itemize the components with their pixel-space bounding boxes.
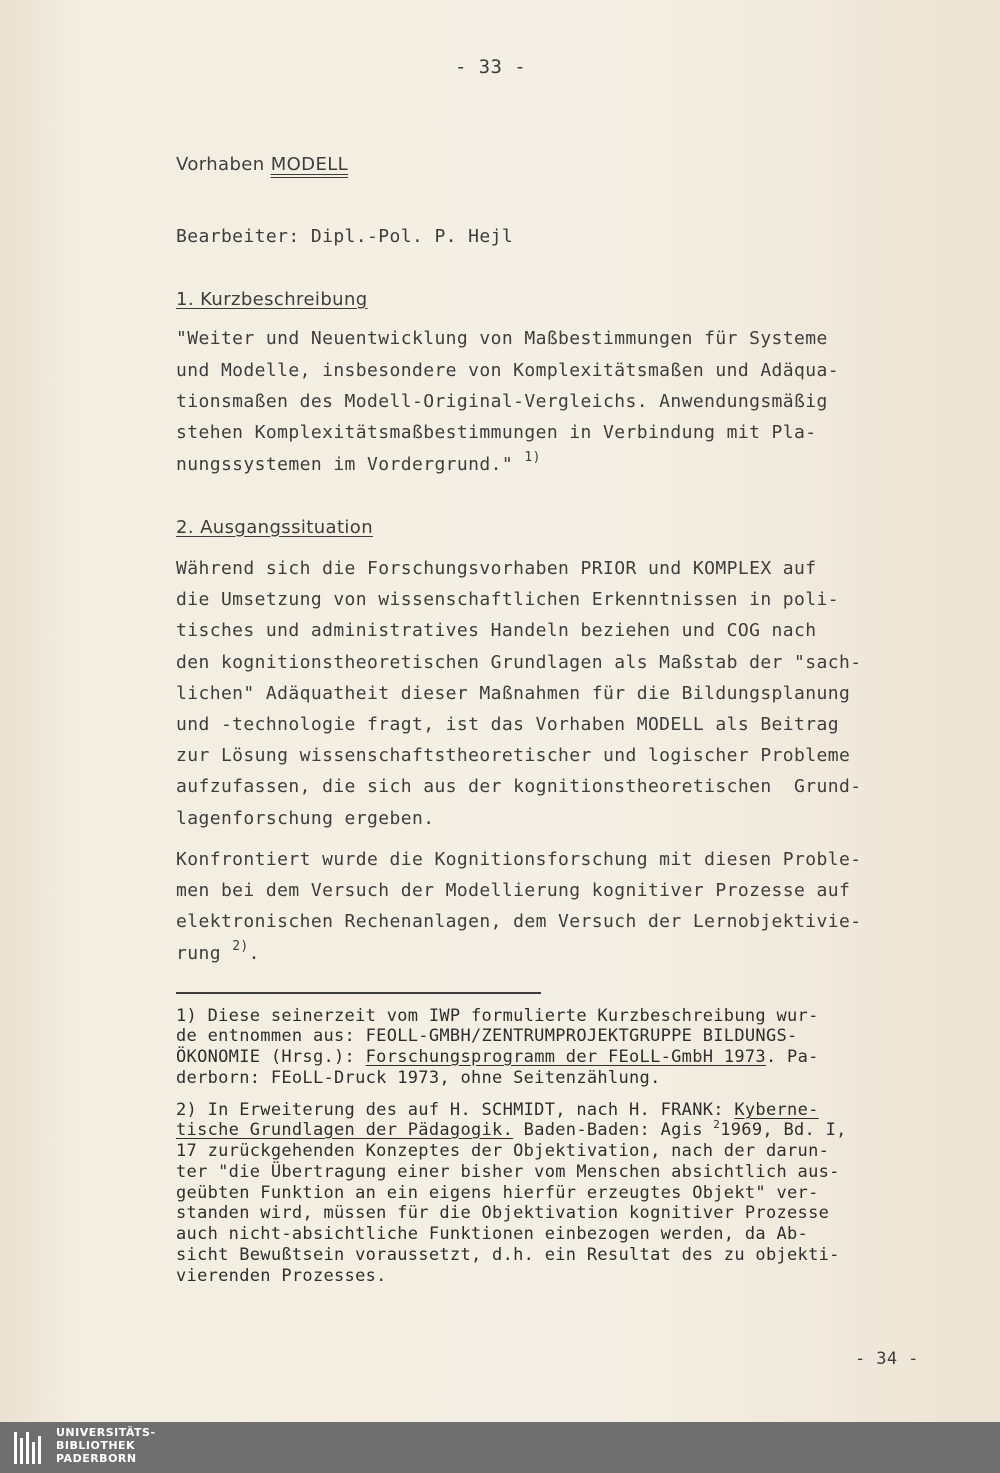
section1-line-5 — [176, 450, 541, 475]
footnote2-line-5: geübten Funktion an ein eigens hierfür erzeugtes Objekt" ver- — [176, 1183, 819, 1203]
section2-para1-line-7: zur Lösung wissenschaftstheoretischer und logischer Probleme — [176, 745, 851, 766]
library-footer-bar — [0, 1422, 1000, 1473]
library-logo-text — [56, 1426, 156, 1465]
section2-para1-line-2: die Umsetzung von wissenschaftlichen Erkenntnissen in poli- — [176, 589, 839, 610]
library-logo-line-2: BIBLIOTHEK — [56, 1439, 136, 1452]
author-line: Bearbeiter: Dipl.-Pol. P. Hejl — [176, 226, 514, 247]
footnote1-line-1: 1) Diese seinerzeit vom IWP formulierte Kurzbeschreibung wur- — [176, 1006, 819, 1026]
footnote1-line-3 — [176, 1047, 819, 1067]
section1-line-3: tionsmaßen des Modell-Original-Vergleichs. Anwendungsmäßig — [176, 391, 828, 412]
footnote2-line-2 — [176, 1120, 847, 1140]
library-logo-line-1: UNIVERSITÄTS- — [56, 1426, 156, 1439]
library-logo-line-3: PADERBORN — [56, 1452, 137, 1465]
page-title — [176, 154, 348, 175]
page-number-next: - 34 - — [855, 1349, 919, 1369]
section2-para1-line-5: lichen" Adäquatheit dieser Maßnahmen für die Bildungsplanung — [176, 683, 851, 704]
section2-para1-line-3: tisches und administratives Handeln beziehen und COG nach — [176, 620, 817, 641]
footnote2-line-9: vierenden Prozesses. — [176, 1266, 387, 1286]
footnote2-line-2-b: Baden-Baden: Agis — [513, 1120, 714, 1140]
section2-para2-line-4-text: rung — [176, 943, 233, 964]
section1-line-5-text: nungssystemen im Vordergrund." — [176, 454, 514, 475]
footnote1-line-3-a: ÖKONOMIE (Hrsg.): — [176, 1047, 366, 1067]
section1-line-2: und Modelle, insbesondere von Komplexitätsmaßen und Adäqua- — [176, 360, 839, 381]
footnote2-line-7: auch nicht-absichtliche Funktionen einbezogen werden, da Ab- — [176, 1224, 809, 1244]
section2-para2-line-3: elektronischen Rechenanlagen, dem Versuch der Lernobjektivie- — [176, 911, 862, 932]
section1-line-1: "Weiter und Neuentwicklung von Maßbestimmungen für Systeme — [176, 328, 828, 349]
footnote-ref-1: 1) — [524, 450, 541, 465]
footnote2-line-8: sicht Bewußtsein voraussetzt, d.h. ein Resultat des zu objekti- — [176, 1245, 840, 1265]
footnote2-line-2-c: 1969, Bd. I, — [720, 1120, 847, 1140]
footnote2-title-part2: tische Grundlagen der Pädagogik. — [176, 1120, 514, 1140]
footnote-ref-2: 2) — [232, 939, 249, 954]
section2-para2-line-4 — [176, 939, 260, 964]
footnote1-line-4: derborn: FEoLL-Druck 1973, ohne Seitenzählung. — [176, 1068, 661, 1088]
footnote1-source-title: Forschungsprogramm der FEoLL-GmbH 1973 — [365, 1047, 766, 1067]
library-logo-icon — [10, 1428, 50, 1468]
footnote2-line-6: standen wird, müssen für die Objektivation kognitiver Prozesse — [176, 1203, 830, 1223]
footnote-separator — [176, 992, 541, 994]
section2-para1-line-8: aufzufassen, die sich aus der kognitionstheoretischen Grund- — [176, 776, 862, 797]
section2-para2-end: . — [248, 943, 260, 964]
footnote2-title-part1: Kyberne- — [734, 1100, 819, 1120]
footnote1-line-3-c: . Pa- — [765, 1047, 819, 1067]
section2-para1-line-1: Während sich die Forschungsvorhaben PRIOR und KOMPLEX auf — [176, 558, 817, 579]
footnote2-line-1-a: 2) In Erweiterung des auf H. SCHMIDT, nach H. FRANK: — [176, 1100, 735, 1120]
section2-para1-line-9: lagenforschung ergeben. — [176, 808, 435, 829]
footnote2-line-1 — [176, 1100, 819, 1120]
section1-line-4: stehen Komplexitätsmaßbestimmungen in Verbindung mit Pla- — [176, 422, 817, 443]
section2-para1-line-4: den kognitionstheoretischen Grundlagen als Maßstab der "sach- — [176, 652, 862, 673]
section2-para2-line-1: Konfrontiert wurde die Kognitionsforschung mit diesen Proble- — [176, 849, 862, 870]
section2-para2-line-2: men bei dem Versuch der Modellierung kognitiver Prozesse auf — [176, 880, 851, 901]
section2-heading: 2. Ausgangssituation — [176, 517, 374, 538]
footnote2-line-4: ter "die Übertragung einer bisher vom Menschen absichtlich aus- — [176, 1162, 840, 1182]
section2-para1-line-6: und -technologie fragt, ist das Vorhaben MODELL als Beitrag — [176, 714, 839, 735]
title-prefix: Vorhaben — [176, 154, 271, 175]
footnote1-line-2: de entnommen aus: FEOLL-GMBH/ZENTRUMPROJEKTGRUPPE BILDUNGS- — [176, 1026, 798, 1046]
title-word: MODELL — [270, 154, 349, 175]
page-number-top: - 33 - — [455, 56, 527, 78]
section1-heading: 1. Kurzbeschreibung — [176, 289, 368, 310]
footnote2-line-3: 17 zurückgehenden Konzeptes der Objektivation, nach der darun- — [176, 1141, 830, 1161]
footnote2-edition: 2 — [713, 1118, 721, 1131]
